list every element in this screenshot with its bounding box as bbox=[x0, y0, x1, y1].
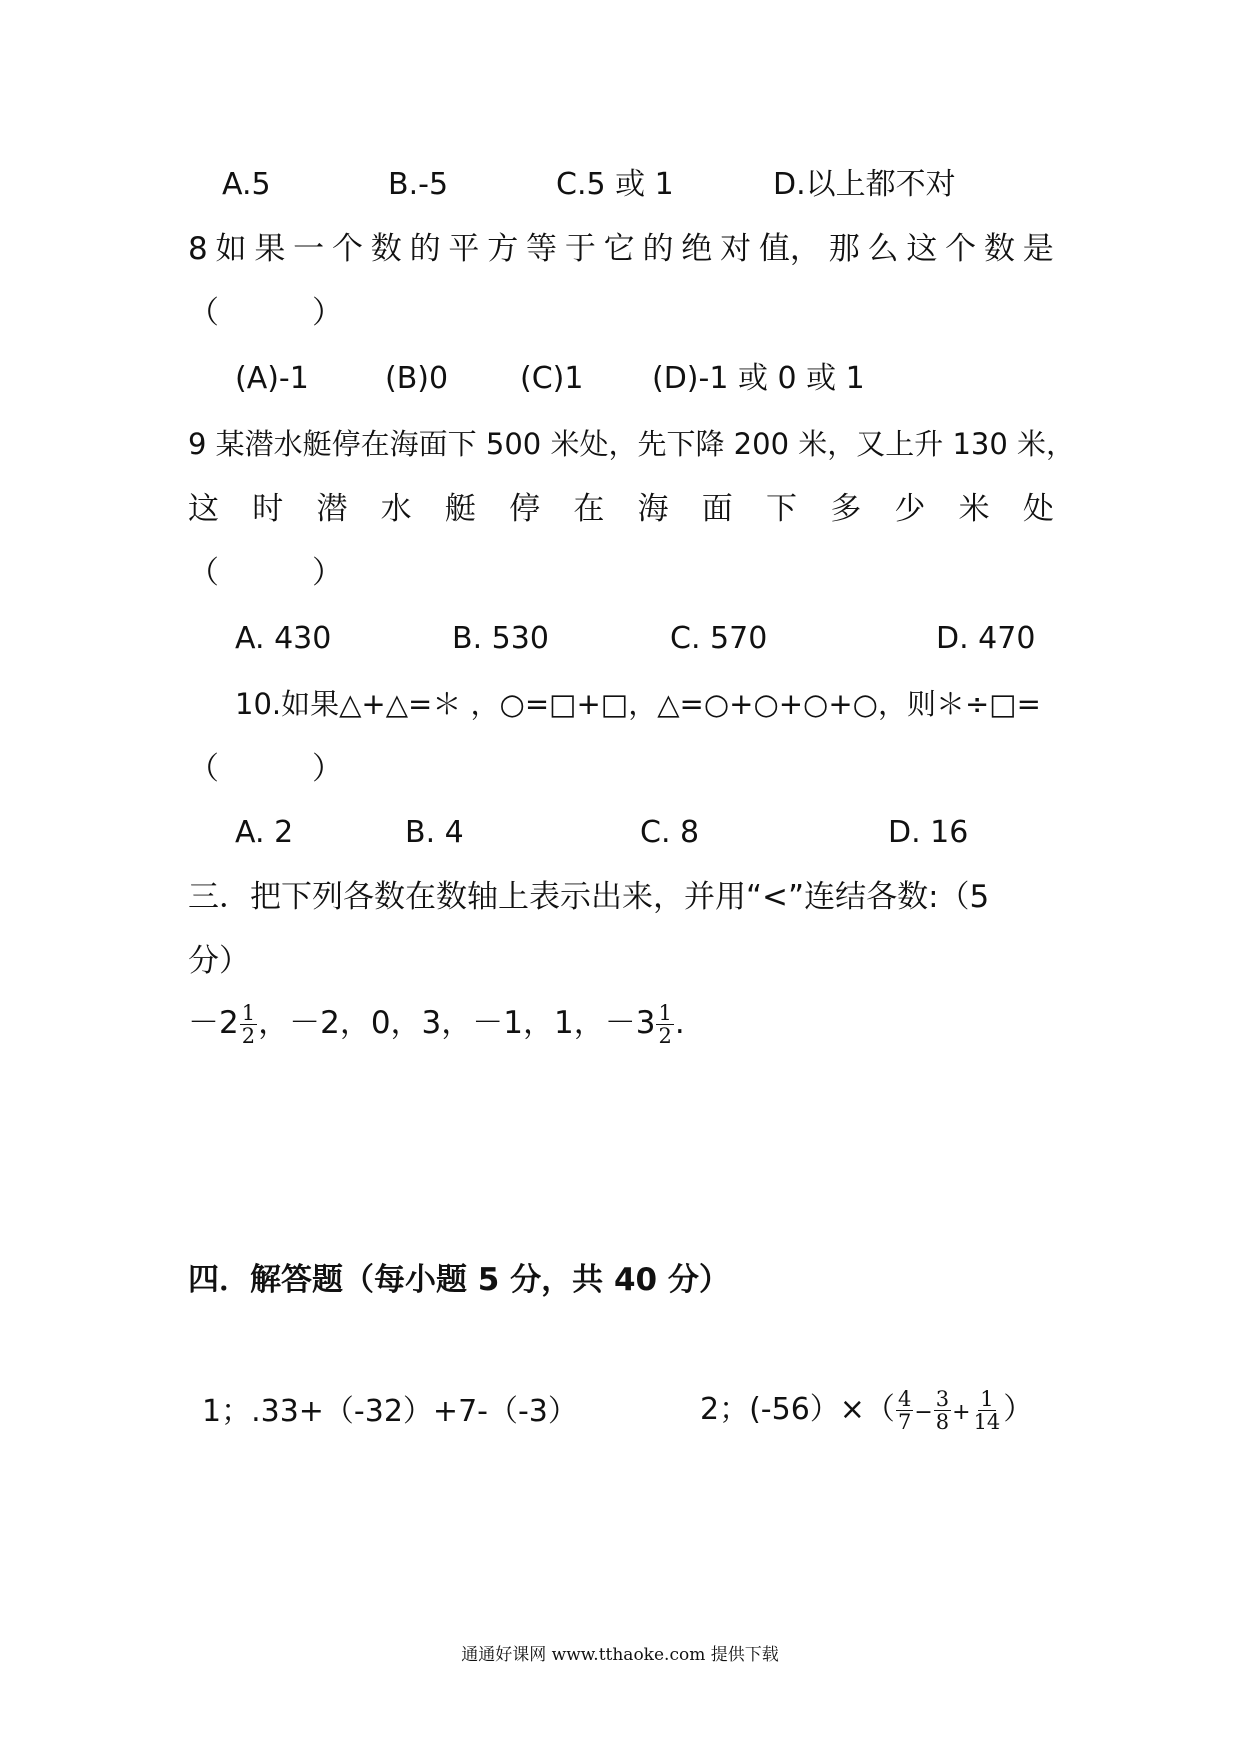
q10-option-a: A. 2 bbox=[235, 815, 294, 850]
q7-option-d: D.以上都不对 bbox=[773, 167, 956, 202]
q8-option-a: (A)-1 bbox=[235, 361, 309, 396]
q8-stem-char: 数 bbox=[370, 231, 402, 267]
q9-stem-char: 水 bbox=[380, 491, 412, 527]
q9-stem-char: 多 bbox=[830, 491, 862, 527]
q8-stem-char: 是 bbox=[1022, 231, 1054, 267]
q8-stem-char: 个 bbox=[331, 231, 363, 267]
number-whole: －2 bbox=[188, 1005, 239, 1042]
q10-option-c: C. 8 bbox=[640, 815, 700, 850]
q8-option-c: (C)1 bbox=[520, 361, 584, 396]
q7-option-b: B.-5 bbox=[388, 167, 449, 202]
page-footer: 通通好课网 www.tthaoke.com 提供下载 bbox=[461, 1645, 779, 1665]
q8-stem-char: 的 bbox=[642, 231, 674, 267]
q8-stem-char: 的 bbox=[409, 231, 441, 267]
q10-stem: 10.如果△+△=＊ ，○=□+□，△=○+○+○+○，则＊÷□= bbox=[235, 687, 1041, 721]
q9-stem-char: 少 bbox=[894, 491, 926, 527]
q9-stem-char: 艇 bbox=[444, 491, 476, 527]
q8-stem-char: 么 bbox=[867, 231, 899, 267]
q9-option-a: A. 430 bbox=[235, 621, 332, 656]
q10-answer-paren: （ ） bbox=[188, 751, 343, 787]
number-whole: －3 bbox=[604, 1005, 656, 1042]
q8-option-d: (D)-1 或 0 或 1 bbox=[652, 361, 865, 396]
q8-stem bbox=[188, 231, 1054, 267]
q9-stem-char: 海 bbox=[637, 491, 669, 527]
q8-stem-char: 等 bbox=[526, 231, 558, 267]
q9-stem-char: 米 bbox=[958, 491, 990, 527]
q8-stem-char: 一 bbox=[293, 231, 325, 267]
q8-stem-char: 它 bbox=[603, 231, 635, 267]
q9-stem-char: 处 bbox=[1022, 491, 1054, 527]
q9-option-b: B. 530 bbox=[452, 621, 549, 656]
q9-stem-char: 在 bbox=[573, 491, 605, 527]
q8-stem-char: 值， bbox=[758, 231, 821, 267]
fraction: $\frac{3}{8}$ bbox=[935, 1387, 950, 1435]
section3-title-line1: 三．把下列各数在数轴上表示出来，并用“<”连结各数:（5 bbox=[188, 879, 990, 915]
operator: + bbox=[952, 1400, 971, 1426]
section3-numbers bbox=[188, 1002, 685, 1047]
q9-stem-char: 潜 bbox=[316, 491, 348, 527]
period: . bbox=[674, 1005, 685, 1042]
q8-stem-char: 于 bbox=[564, 231, 596, 267]
problem-1: 1；.33+（-32）+7-（-3） bbox=[202, 1394, 578, 1429]
q9-stem-char: 这 bbox=[188, 491, 219, 527]
problem-2-prefix: 2；(-56）×（ bbox=[700, 1392, 895, 1428]
q8-stem-char: 对 bbox=[720, 231, 752, 267]
q8-stem-char: 方 bbox=[487, 231, 519, 267]
q9-stem-line2 bbox=[188, 491, 1054, 527]
q7-option-a: A.5 bbox=[222, 167, 271, 202]
q8-stem-char: 如 bbox=[215, 231, 247, 267]
q10-option-b: B. 4 bbox=[405, 815, 464, 850]
fraction: $\frac{1}{2}$ bbox=[241, 1001, 256, 1049]
q8-stem-char: 那 bbox=[828, 231, 860, 267]
q9-stem-char: 时 bbox=[252, 491, 284, 527]
q8-option-b: (B)0 bbox=[385, 361, 449, 396]
q8-stem-char: 数 bbox=[983, 231, 1015, 267]
fraction: $\frac{4}{7}$ bbox=[897, 1387, 912, 1435]
section4-title: 四．解答题（每小题 5 分，共 40 分） bbox=[188, 1262, 730, 1298]
problem-2-suffix: ） bbox=[1003, 1392, 1034, 1428]
q8-stem-char: 个 bbox=[945, 231, 977, 267]
fraction: $\frac{1}{2}$ bbox=[658, 1001, 672, 1049]
q8-stem-char: 绝 bbox=[681, 231, 713, 267]
q9-option-c: C. 570 bbox=[670, 621, 768, 656]
q8-answer-paren: （ ） bbox=[188, 295, 343, 331]
section3-title-line2: 分） bbox=[188, 943, 250, 979]
number-list: ，－2，0，3，－1，1， bbox=[258, 1005, 605, 1042]
problem-2 bbox=[700, 1388, 1033, 1433]
q7-option-c: C.5 或 1 bbox=[556, 167, 674, 202]
q8-stem-char: 果 bbox=[254, 231, 286, 267]
q8-stem-char: 8 bbox=[188, 231, 208, 267]
q8-stem-char: 平 bbox=[448, 231, 480, 267]
q10-option-d: D. 16 bbox=[888, 815, 969, 850]
q9-stem-line1: 9 某潜水艇停在海面下 500 米处，先下降 200 米，又上升 130 米， bbox=[188, 427, 1076, 461]
q9-stem-char: 面 bbox=[701, 491, 733, 527]
fraction: $\frac{1}{14}$ bbox=[973, 1387, 1001, 1435]
q8-stem-char: 这 bbox=[906, 231, 938, 267]
q9-stem-char: 下 bbox=[765, 491, 797, 527]
q9-stem-char: 停 bbox=[509, 491, 541, 527]
operator: − bbox=[914, 1400, 933, 1426]
q9-option-d: D. 470 bbox=[936, 621, 1036, 656]
q9-answer-paren: （ ） bbox=[188, 555, 343, 591]
